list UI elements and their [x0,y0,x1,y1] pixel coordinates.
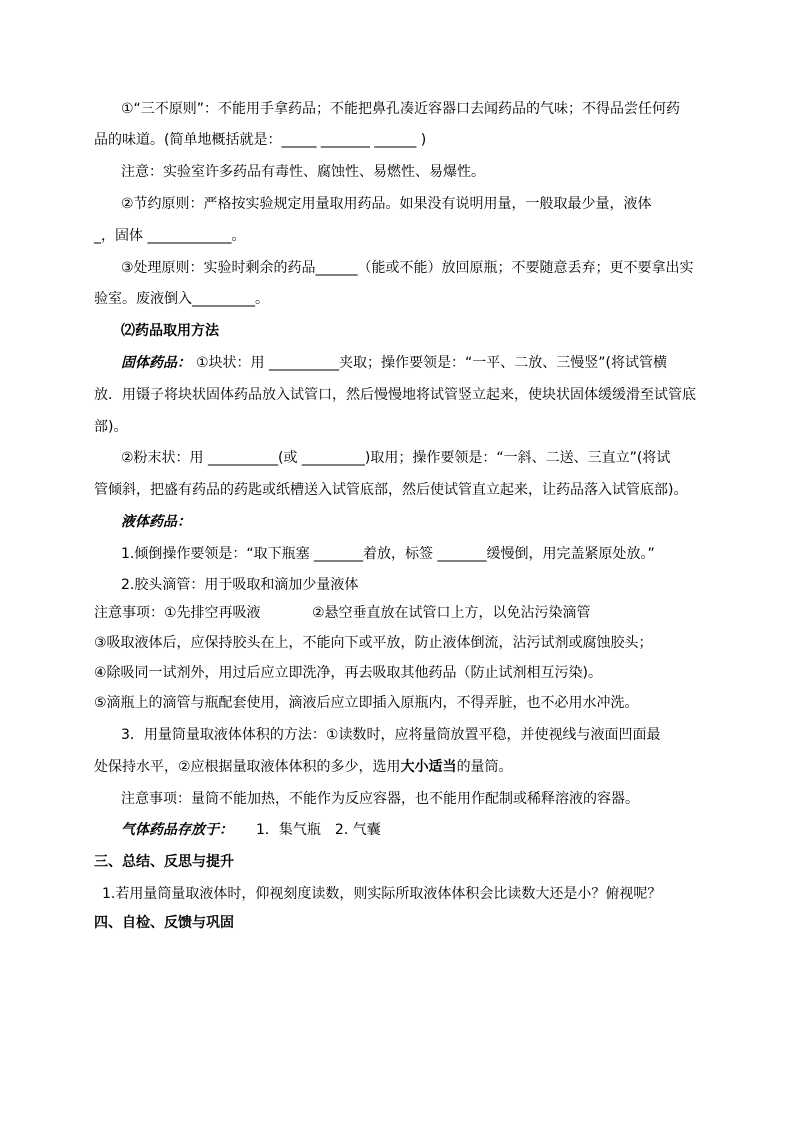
dropper-note-2: ②悬空垂直放在试管口上方，以免沾污染滴管 [312,605,591,621]
cylinder-note: 注意事项：量筒不能加热，不能作为反应容器，也不能用作配制或稀释溶液的容器。 [121,791,639,807]
dropper-note-5: ⑤滴瓶上的滴管与瓶配套使用，滴液后应立即插入原瓶内，不得弄脏，也不必用水冲洗。 [94,695,639,711]
liquid-label: 液体药品： [121,514,191,530]
solid-powder-line2: 管倾斜，把盛有药品的药匙或纸槽送入试管底部，然后使试管直立起来，让药品落入试管底部)。 [94,482,688,498]
section-method-heading: ⑵药品取用方法 [121,323,219,339]
cylinder-line1: 3．用量筒量取液体体积的方法：①读数时，应将量筒放置平稳，并使视线与液面凹面最 [121,727,661,743]
section3-title: 三、总结、反思与提升 [94,854,234,870]
solid-label: 固体药品： [121,355,191,371]
dropper-note-4: ④除吸同一试剂外，用过后应立即洗净，再去吸取其他药品（防止试剂相互污染)。 [94,665,603,681]
rule2-line2: _，固体 ____________。 [94,228,246,244]
rule3-line1: ③处理原则：实验时剩余的药品______（能或不能）放回原瓶；不要随意丢弃；更不要拿出实 [121,260,694,276]
solid-block-line3: 部)。 [94,419,128,435]
cylinder-line2-a: 处保持水平，②应根据量取液体体积的多少，选用 [94,759,401,775]
cylinder-line2 [94,758,513,776]
solid-powder-line1: ②粉末状：用 __________(或 _________)取用；操作要领是：“一斜、二送、三直立”(将试 [121,450,671,466]
gas-label: 气体药品存放于： [121,822,233,838]
liquid-pour: 1.倾倒操作要领是：“取下瓶塞 _______着放，标签 _______缓慢倒，用完盖紧原处放。” [121,546,655,562]
note-toxic: 注意：实验室许多药品有毒性、腐蚀性、易燃性、易爆性。 [121,164,485,180]
dropper-note-1: 注意事项：①先排空再吸液 [94,605,261,621]
solid-block-line2: 放．用镊子将块状固体药品放入试管口，然后慢慢地将试管竖立起来，使块状固体缓缓滑至试管底 [94,387,696,403]
solid-block-line1: ①块状：用 __________夹取；操作要领是：“一平、二放、三慢竖”(将试管横 [196,355,667,371]
rule1-line2: 品的味道。(简单地概括就是：_____ _______ ______ ) [94,132,427,148]
rule1-line1: ①“三不原则”：不能用手拿药品；不能把鼻孔凑近容器口去闻药品的气味；不得品尝任何药 [121,101,681,117]
section3-question1: 1.若用量筒量取液体时，仰视刻度读数，则实际所取液体体积会比读数大还是小？俯视呢？ [102,886,662,902]
cylinder-line2-c: 的量筒。 [456,759,513,775]
dropper-note-3: ③吸取液体后，应保持胶头在上，不能向下或平放，防止液体倒流，沾污试剂或腐蚀胶头； [94,635,653,651]
rule2-line1: ②节约原则：严格按实验规定用量取用药品。如果没有说明用量，一般取最少量，液体 [121,196,652,212]
section4-title: 四、自检、反馈与巩固 [94,915,234,931]
cylinder-line2-emphasis: 大小适当 [400,759,457,775]
liquid-dropper: 2.胶头滴管：用于吸取和滴加少量液体 [121,577,359,593]
gas-items: 1．集气瓶 2. 气囊 [256,822,381,838]
rule3-line2: 验室。废液倒入_________。 [94,291,269,307]
